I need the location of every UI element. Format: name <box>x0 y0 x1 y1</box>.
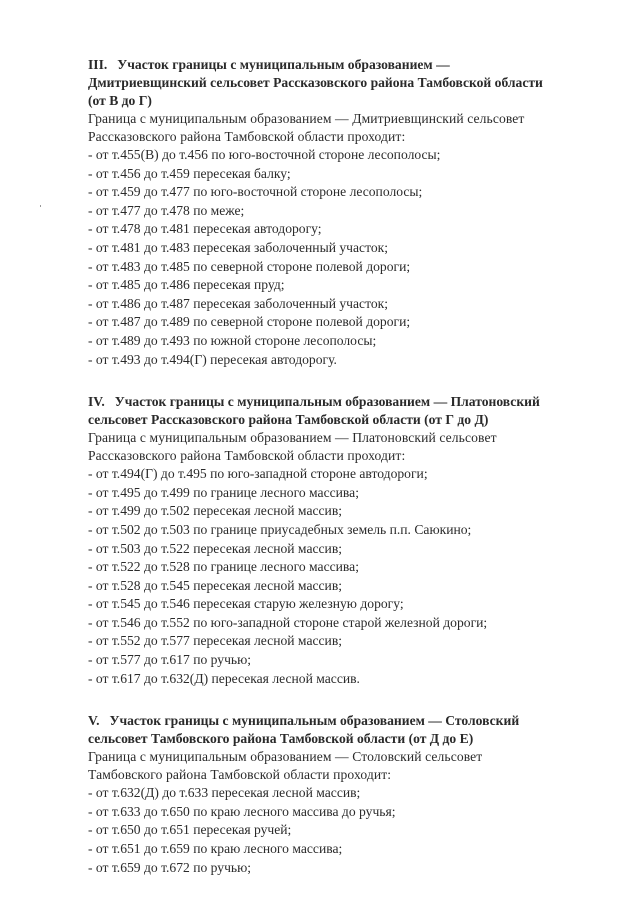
list-item: - от т.650 до т.651 пересекая ручей; <box>88 822 292 838</box>
section-number: V. <box>88 713 100 729</box>
list-item: - от т.485 до т.486 пересекая пруд; <box>88 277 285 293</box>
list-item: - от т.478 до т.481 пересекая автодорогу; <box>88 221 322 237</box>
list-item: - от т.503 до т.522 пересекая лесной массив; <box>88 540 343 556</box>
list-item: - от т.494(Г) до т.495 по юго-западной стороне автодороги; <box>88 466 428 482</box>
section-number: III. <box>88 57 108 72</box>
list-item: - от т.499 до т.502 пересекая лесной массив; <box>88 503 343 519</box>
list-item: - от т.455(В) до т.456 по юго-восточной стороне лесополосы; <box>88 147 441 162</box>
section-number: IV. <box>88 394 105 410</box>
section-heading <box>88 56 608 110</box>
heading-line: Участок границы с муниципальным образованием — <box>117 57 450 72</box>
heading-line: сельсовет Рассказовского района Тамбовской области (от Г до Д) <box>88 412 489 428</box>
heading-line: Дмитриевщинский сельсовет Рассказовского района Тамбовской области <box>88 75 543 90</box>
heading-line: (от В до Г) <box>88 93 152 108</box>
list-item: - от т.456 до т.459 пересекая балку; <box>88 165 291 181</box>
list-item: - от т.633 до т.650 по краю лесного массива до ручья; <box>88 803 396 819</box>
list-item: - от т.528 до т.545 пересекая лесной массив; <box>88 577 343 593</box>
list-item: - от т.546 до т.552 по юго-западной стороне старой железной дороги; <box>88 614 488 630</box>
list-item: - от т.483 до т.485 по северной стороне полевой дороги; <box>88 258 411 274</box>
list-item: - от т.481 до т.483 пересекая заболоченный участок; <box>88 239 389 255</box>
list-item: - от т.545 до т.546 пересекая старую железную дорогу; <box>88 596 404 612</box>
intro-line: Граница с муниципальным образованием — Дмитриевщинский сельсовет <box>88 111 525 126</box>
list-item: - от т.617 до т.632(Д) пересекая лесной массив. <box>88 670 360 686</box>
section-intro <box>88 748 608 784</box>
list-item: - от т.487 до т.489 по северной стороне полевой дороги; <box>88 314 411 330</box>
section-v <box>88 712 608 877</box>
heading-line: Участок границы с муниципальным образованием — Столовский <box>109 713 520 729</box>
section-intro <box>88 110 608 146</box>
list-item: - от т.502 до т.503 по границе приусадебных земель п.п. Саюкино; <box>88 521 472 537</box>
list-item: - от т.495 до т.499 по границе лесного массива; <box>88 484 359 500</box>
intro-line: Граница с муниципальным образованием — Платоновский сельсовет <box>88 430 497 446</box>
list-item: - от т.651 до т.659 по краю лесного массива; <box>88 841 343 857</box>
boundary-list <box>88 784 608 877</box>
list-item: - от т.577 до т.617 по ручью; <box>88 652 252 668</box>
list-item: - от т.477 до т.478 по меже; <box>88 202 245 218</box>
heading-line: сельсовет Тамбовского района Тамбовской области (от Д до Е) <box>88 731 474 747</box>
section-heading <box>88 712 608 748</box>
intro-line: Рассказовского района Тамбовской области проходит: <box>88 129 406 144</box>
list-item: - от т.632(Д) до т.633 пересекая лесной массив; <box>88 785 361 801</box>
intro-line: Граница с муниципальным образованием — Столовский сельсовет <box>88 749 483 765</box>
list-item: - от т.552 до т.577 пересекая лесной массив; <box>88 633 343 649</box>
section-heading <box>88 393 608 429</box>
section-iii <box>88 56 608 369</box>
list-item: - от т.459 до т.477 по юго-восточной стороне лесополосы; <box>88 184 423 200</box>
list-item: - от т.522 до т.528 по границе лесного массива; <box>88 559 359 575</box>
section-iv <box>88 393 608 688</box>
list-item: - от т.659 до т.672 по ручью; <box>88 859 252 875</box>
heading-line: Участок границы с муниципальным образованием — Платоновский <box>114 394 540 410</box>
boundary-list <box>88 465 608 688</box>
intro-line: Рассказовского района Тамбовской области проходит: <box>88 448 406 464</box>
list-item: - от т.489 до т.493 по южной стороне лесополосы; <box>88 332 377 348</box>
document-page <box>88 56 608 877</box>
list-item: - от т.486 до т.487 пересекая заболоченный участок; <box>88 295 389 311</box>
list-item: - от т.493 до т.494(Г) пересекая автодорогу. <box>88 351 337 367</box>
scan-speck <box>40 205 41 207</box>
boundary-list <box>88 146 608 369</box>
intro-line: Тамбовского района Тамбовской области проходит: <box>88 767 392 783</box>
section-intro <box>88 429 608 465</box>
